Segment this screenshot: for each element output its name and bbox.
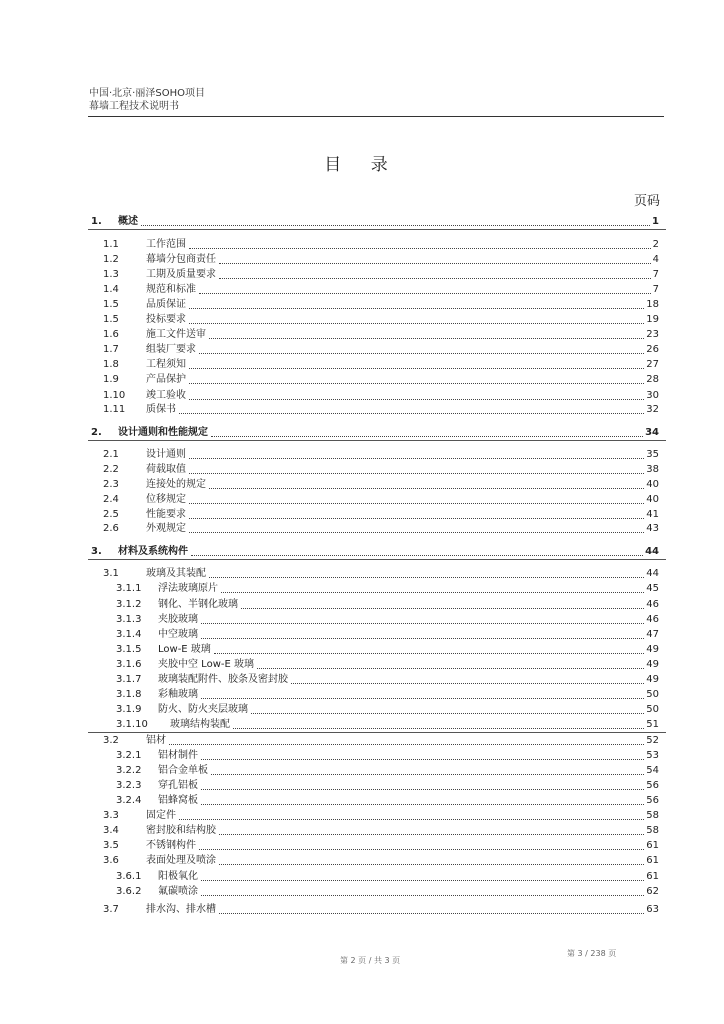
toc-leader-dots: [291, 683, 644, 684]
toc-entry-label: 性能要求: [146, 509, 186, 520]
toc-leader-dots: [189, 248, 651, 249]
toc-entry[interactable]: [0, 717, 724, 732]
footer-page-count: 第 2 页 / 共 3 页: [340, 956, 401, 965]
toc-entry-number: 1.7: [103, 344, 119, 355]
toc-entry[interactable]: [0, 372, 724, 387]
toc-entry-label: 浮法玻璃原片: [158, 583, 218, 594]
toc-leader-dots: [257, 668, 644, 669]
toc-entry-page: 61: [646, 840, 659, 851]
toc-entry-number: 1.5: [103, 314, 119, 325]
toc-entry-number: 2.6: [103, 523, 119, 534]
toc-entry-number: 3.3: [103, 810, 119, 821]
toc-leader-dots: [241, 608, 644, 609]
toc-entry-label: 质保书: [146, 404, 176, 415]
toc-entry-page: 40: [646, 494, 659, 505]
toc-entry-page: 52: [646, 735, 659, 746]
toc-entry-page: 26: [646, 344, 659, 355]
toc-entry-number: 1.8: [103, 359, 119, 370]
toc-entry-label: 工期及质量要求: [146, 269, 216, 280]
toc-entry[interactable]: [0, 447, 724, 462]
footer-page-total: 第 3 / 238 页: [567, 949, 617, 958]
toc-entry-page: 54: [646, 765, 659, 776]
toc-entry-number: 1.11: [103, 404, 126, 415]
toc-entry-number: 3.1.7: [116, 674, 142, 685]
toc-entry-number: 3.1.10: [116, 719, 148, 730]
toc-entry-label: 位移规定: [146, 494, 186, 505]
toc-entry[interactable]: [0, 342, 724, 357]
toc-entry-page: 51: [646, 719, 659, 730]
toc-entry-label: 表面处理及喷涂: [146, 855, 216, 866]
toc-entry-page: 47: [646, 629, 659, 640]
toc-entry-label: 铝材制件: [158, 750, 198, 761]
toc-entry[interactable]: [0, 793, 724, 808]
toc-entry-page: 28: [646, 374, 659, 385]
toc-entry-label: 铝蜂窝板: [158, 795, 198, 806]
toc-entry[interactable]: [0, 521, 724, 536]
toc-entry-number: 3.2: [103, 735, 119, 746]
toc-entry-number: 1.10: [103, 390, 126, 401]
toc-entry[interactable]: [0, 297, 724, 312]
document-header-subtitle: 幕墙工程技术说明书: [89, 101, 179, 112]
toc-leader-dots: [211, 436, 643, 437]
toc-entry-page: 63: [646, 904, 659, 915]
toc-entry-number: 2.3: [103, 479, 119, 490]
toc-entry-number: 2.4: [103, 494, 119, 505]
toc-entry-label: 概述: [118, 216, 138, 227]
toc-entry-number: 1.3: [103, 269, 119, 280]
toc-entry-number: 2.2: [103, 464, 119, 475]
toc-entry-page: 41: [646, 509, 659, 520]
toc-leader-dots: [211, 774, 644, 775]
toc-entry-number: 3.1.8: [116, 689, 142, 700]
toc-entry-page: 58: [646, 810, 659, 821]
toc-leader-dots: [189, 323, 644, 324]
toc-divider: [88, 229, 666, 230]
toc-entry-page: 45: [646, 583, 659, 594]
header-rule: [88, 116, 664, 117]
toc-entry-number: 3.7: [103, 904, 119, 915]
toc-entry-label: 玻璃装配附件、胶条及密封胶: [158, 674, 288, 685]
toc-entry-page: 43: [646, 523, 659, 534]
toc-entry-label: 连接处的规定: [146, 479, 206, 490]
toc-entry-label: 玻璃结构装配: [170, 719, 230, 730]
toc-entry[interactable]: [0, 544, 724, 559]
toc-entry[interactable]: [0, 425, 724, 440]
toc-leader-dots: [199, 293, 651, 294]
toc-entry-number: 3.5: [103, 840, 119, 851]
toc-entry[interactable]: [0, 687, 724, 702]
toc-entry[interactable]: [0, 627, 724, 642]
toc-entry-page: 44: [645, 546, 659, 557]
toc-entry[interactable]: [0, 327, 724, 342]
toc-leader-dots: [141, 225, 650, 226]
toc-entry[interactable]: [0, 612, 724, 627]
toc-leader-dots: [219, 864, 644, 865]
toc-leader-dots: [219, 834, 644, 835]
toc-entry-label: 外观规定: [146, 523, 186, 534]
toc-entry[interactable]: [0, 702, 724, 717]
toc-entry[interactable]: [0, 388, 724, 403]
toc-entry[interactable]: [0, 672, 724, 687]
toc-leader-dots: [214, 653, 644, 654]
toc-leader-dots: [169, 744, 644, 745]
toc-leader-dots: [219, 278, 651, 279]
toc-entry-label: 荷载取值: [146, 464, 186, 475]
toc-entry-label: 穿孔铝板: [158, 780, 198, 791]
toc-entry-number: 3.6.1: [116, 871, 142, 882]
toc-entry-number: 3.2.1: [116, 750, 142, 761]
toc-entry-number: 3.2.2: [116, 765, 142, 776]
page-column-heading: 页码: [633, 194, 660, 209]
toc-entry[interactable]: [0, 597, 724, 612]
toc-entry-page: 1: [652, 216, 659, 227]
toc-entry-label: 排水沟、排水槽: [146, 904, 216, 915]
toc-leader-dots: [233, 728, 644, 729]
toc-entry-label: 工程须知: [146, 359, 186, 370]
toc-entry-page: 58: [646, 825, 659, 836]
toc-leader-dots: [201, 698, 644, 699]
toc-entry[interactable]: [0, 902, 724, 917]
toc-entry-page: 49: [646, 674, 659, 685]
toc-entry-page: 30: [646, 390, 659, 401]
toc-entry-page: 2: [652, 239, 659, 250]
toc-entry-page: 46: [646, 614, 659, 625]
toc-entry-number: 3.1.4: [116, 629, 142, 640]
toc-leader-dots: [179, 819, 644, 820]
toc-entry-page: 7: [652, 284, 659, 295]
toc-entry-label: 组装厂要求: [146, 344, 196, 355]
toc-leader-dots: [201, 638, 644, 639]
toc-entry-number: 3.4: [103, 825, 119, 836]
toc-entry-page: 49: [646, 659, 659, 670]
toc-entry-number: 1.1: [103, 239, 119, 250]
toc-entry-page: 61: [646, 855, 659, 866]
toc-leader-dots: [199, 849, 644, 850]
toc-entry-page: 27: [646, 359, 659, 370]
toc-leader-dots: [209, 488, 644, 489]
toc-entry-page: 62: [646, 886, 659, 897]
toc-entry-page: 56: [646, 795, 659, 806]
toc-leader-dots: [199, 353, 644, 354]
toc-leader-dots: [221, 592, 644, 593]
toc-entry-label: 固定件: [146, 810, 176, 821]
toc-entry-page: 38: [646, 464, 659, 475]
toc-entry[interactable]: [0, 778, 724, 793]
toc-entry-number: 1.9: [103, 374, 119, 385]
toc-entry-label: 中空玻璃: [158, 629, 198, 640]
toc-entry-page: 18: [646, 299, 659, 310]
toc-leader-dots: [201, 759, 644, 760]
toc-entry-number: 3.6: [103, 855, 119, 866]
toc-entry[interactable]: [0, 748, 724, 763]
toc-leader-dots: [209, 577, 644, 578]
toc-entry-label: 品质保证: [146, 299, 186, 310]
toc-entry-label: 密封胶和结构胶: [146, 825, 216, 836]
toc-entry-label: 幕墙分包商责任: [146, 254, 216, 265]
document-header-project: 中国·北京·丽泽SOHO项目: [89, 88, 205, 99]
toc-entry-page: 35: [646, 449, 659, 460]
toc-entry-number: 3.1: [103, 568, 119, 579]
toc-entry-label: 不锈钢构件: [146, 840, 196, 851]
toc-entry-label: 产品保护: [146, 374, 186, 385]
toc-entry-label: Low-E 玻璃: [158, 644, 211, 655]
toc-entry-label: 工作范围: [146, 239, 186, 250]
toc-leader-dots: [189, 473, 644, 474]
toc-divider: [88, 559, 666, 560]
toc-leader-dots: [189, 308, 644, 309]
toc-entry-label: 施工文件送审: [146, 329, 206, 340]
toc-leader-dots: [209, 338, 644, 339]
toc-entry-label: 材料及系统构件: [118, 546, 188, 557]
toc-entry[interactable]: [0, 214, 724, 229]
toc-entry-page: 50: [646, 689, 659, 700]
toc-leader-dots: [189, 399, 644, 400]
toc-entry-page: 34: [645, 427, 659, 438]
toc-entry-number: 1.4: [103, 284, 119, 295]
toc-entry-label: 阳极氧化: [158, 871, 198, 882]
toc-leader-dots: [251, 713, 644, 714]
toc-entry-number: 2.1: [103, 449, 119, 460]
toc-entry-page: 32: [646, 404, 659, 415]
toc-entry-page: 23: [646, 329, 659, 340]
toc-entry[interactable]: [0, 884, 724, 899]
toc-entry-number: 3.: [91, 546, 102, 557]
toc-entry-label: 夹胶玻璃: [158, 614, 198, 625]
toc-entry[interactable]: [0, 581, 724, 596]
toc-entry-number: 3.6.2: [116, 886, 142, 897]
toc-entry[interactable]: [0, 642, 724, 657]
toc-entry-label: 规范和标准: [146, 284, 196, 295]
toc-title: 目 录: [324, 155, 400, 175]
toc-entry[interactable]: [0, 853, 724, 868]
toc-leader-dots: [219, 913, 644, 914]
toc-leader-dots: [189, 518, 644, 519]
toc-leader-dots: [201, 804, 644, 805]
toc-entry[interactable]: [0, 477, 724, 492]
toc-entry-number: 3.1.9: [116, 704, 142, 715]
toc-entry-page: 7: [652, 269, 659, 280]
toc-entry-number: 3.1.1: [116, 583, 142, 594]
toc-entry-label: 设计通则: [146, 449, 186, 460]
toc-entry-number: 1.6: [103, 329, 119, 340]
toc-divider: [88, 440, 666, 441]
toc-leader-dots: [189, 368, 644, 369]
toc-entry-page: 56: [646, 780, 659, 791]
toc-entry-page: 61: [646, 871, 659, 882]
toc-entry-page: 46: [646, 599, 659, 610]
toc-entry-number: 3.1.6: [116, 659, 142, 670]
toc-entry-page: 53: [646, 750, 659, 761]
toc-leader-dots: [201, 880, 644, 881]
toc-entry[interactable]: [0, 507, 724, 522]
toc-entry-number: 3.1.5: [116, 644, 142, 655]
toc-entry[interactable]: [0, 402, 724, 417]
toc-entry[interactable]: [0, 763, 724, 778]
toc-entry-number: 3.1.2: [116, 599, 142, 610]
toc-entry[interactable]: [0, 492, 724, 507]
toc-entry-page: 44: [646, 568, 659, 579]
toc-entry[interactable]: [0, 237, 724, 252]
toc-entry[interactable]: [0, 252, 724, 267]
toc-entry-page: 49: [646, 644, 659, 655]
toc-leader-dots: [201, 623, 644, 624]
toc-entry-label: 设计通则和性能规定: [118, 427, 208, 438]
toc-entry[interactable]: [0, 566, 724, 581]
toc-leader-dots: [179, 413, 644, 414]
toc-entry[interactable]: [0, 733, 724, 748]
toc-entry-label: 玻璃及其装配: [146, 568, 206, 579]
toc-entry-label: 夹胶中空 Low-E 玻璃: [158, 659, 254, 670]
toc-entry-label: 钢化、半钢化玻璃: [158, 599, 238, 610]
toc-entry[interactable]: [0, 282, 724, 297]
toc-leader-dots: [189, 458, 644, 459]
toc-entry-label: 投标要求: [146, 314, 186, 325]
toc-entry-label: 彩釉玻璃: [158, 689, 198, 700]
toc-entry-label: 铝合金单板: [158, 765, 208, 776]
toc-entry-label: 氟碳喷涂: [158, 886, 198, 897]
toc-entry-page: 50: [646, 704, 659, 715]
toc-entry[interactable]: [0, 357, 724, 372]
toc-entry-page: 19: [646, 314, 659, 325]
toc-entry-number: 3.2.3: [116, 780, 142, 791]
toc-entry-number: 1.5: [103, 299, 119, 310]
toc-entry-page: 4: [652, 254, 659, 265]
toc-leader-dots: [189, 532, 644, 533]
toc-entry-number: 3.1.3: [116, 614, 142, 625]
toc-entry[interactable]: [0, 869, 724, 884]
toc-entry-number: 1.2: [103, 254, 119, 265]
toc-leader-dots: [189, 503, 644, 504]
toc-entry-number: 2.: [91, 427, 102, 438]
toc-leader-dots: [201, 895, 644, 896]
toc-leader-dots: [219, 263, 651, 264]
toc-entry-number: 2.5: [103, 509, 119, 520]
toc-entry[interactable]: [0, 823, 724, 838]
toc-entry-label: 竣工验收: [146, 390, 186, 401]
toc-leader-dots: [189, 383, 644, 384]
toc-entry-page: 40: [646, 479, 659, 490]
toc-entry[interactable]: [0, 312, 724, 327]
toc-entry-number: 3.2.4: [116, 795, 142, 806]
toc-entry[interactable]: [0, 657, 724, 672]
toc-leader-dots: [201, 789, 644, 790]
toc-entry[interactable]: [0, 808, 724, 823]
toc-entry-label: 防火、防火夹层玻璃: [158, 704, 248, 715]
toc-entry-number: 1.: [91, 216, 102, 227]
toc-entry[interactable]: [0, 838, 724, 853]
toc-entry[interactable]: [0, 462, 724, 477]
toc-entry-label: 铝材: [146, 735, 166, 746]
toc-leader-dots: [191, 555, 643, 556]
toc-entry[interactable]: [0, 267, 724, 282]
